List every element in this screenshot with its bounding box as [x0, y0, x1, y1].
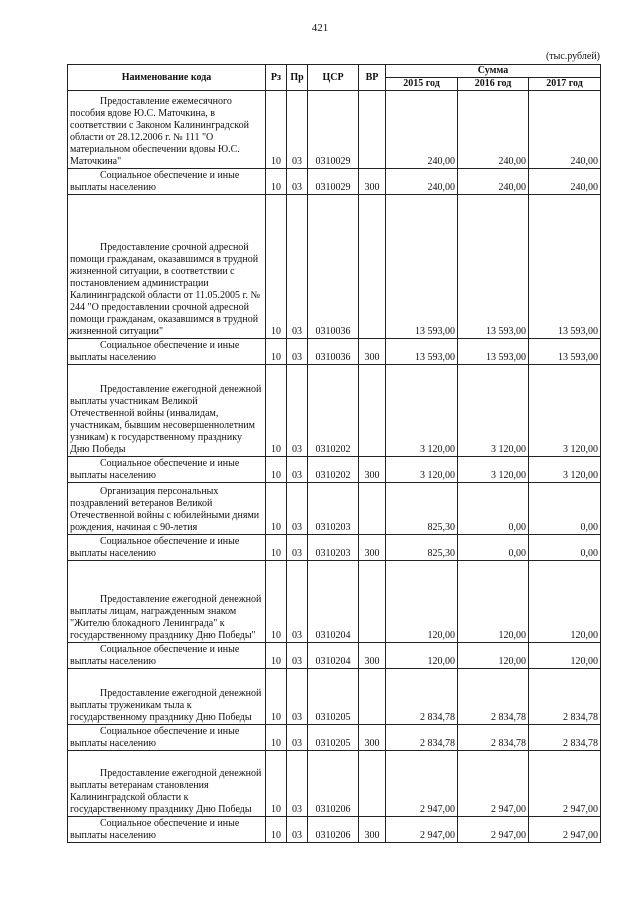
- cell-csr: 0310036: [308, 339, 359, 365]
- table-row: [68, 365, 601, 457]
- cell-pr: 03: [287, 457, 308, 483]
- cell-pr: 03: [287, 339, 308, 365]
- cell-csr: 0310205: [308, 725, 359, 751]
- cell-y2015: 13 593,00: [386, 339, 458, 365]
- cell-pr: 03: [287, 669, 308, 725]
- cell-y2016: 120,00: [458, 561, 529, 643]
- cell-csr: 0310205: [308, 669, 359, 725]
- cell-y2016: 0,00: [458, 535, 529, 561]
- cell-pr: 03: [287, 91, 308, 169]
- cell-y2015: 2 947,00: [386, 751, 458, 817]
- cell-csr: 0310204: [308, 643, 359, 669]
- cell-y2015: 3 120,00: [386, 365, 458, 457]
- row-name: Социальное обеспечение и иные выплаты населению: [70, 458, 240, 481]
- cell-y2016: 240,00: [458, 169, 529, 195]
- table-row: [68, 457, 601, 483]
- cell-y2017: 0,00: [529, 535, 601, 561]
- cell-vr: 300: [359, 169, 386, 195]
- cell-y2015: 120,00: [386, 561, 458, 643]
- cell-y2015: 825,30: [386, 535, 458, 561]
- cell-rz: 10: [266, 169, 287, 195]
- row-name-cell: [68, 169, 266, 195]
- cell-pr: 03: [287, 483, 308, 535]
- page-number: 421: [311, 22, 329, 34]
- cell-vr: [359, 483, 386, 535]
- row-name-cell: [68, 561, 266, 643]
- cell-y2016: 240,00: [458, 91, 529, 169]
- cell-y2017: 2 947,00: [529, 751, 601, 817]
- row-name-cell: [68, 725, 266, 751]
- units-label: (тыс.рублей): [545, 51, 600, 62]
- cell-y2016: 13 593,00: [458, 339, 529, 365]
- header-name: Наименование кода: [68, 65, 266, 91]
- table-row: [68, 535, 601, 561]
- cell-y2017: 120,00: [529, 561, 601, 643]
- row-name: Предоставление ежегодной денежной выплаты труженикам тыла к государственному празднику Дню Победы: [70, 688, 262, 723]
- cell-csr: 0310036: [308, 195, 359, 339]
- cell-y2017: 3 120,00: [529, 365, 601, 457]
- row-name: Социальное обеспечение и иные выплаты населению: [70, 818, 240, 841]
- table-row: [68, 339, 601, 365]
- cell-pr: 03: [287, 817, 308, 843]
- row-name: Предоставление ежемесячного пособия вдове Ю.С. Маточкина, в соответствии с Законом Калининградской области от 28.12.2006 г. № 111 "О материальном обеспечении вдовы Ю.С. Маточкина": [70, 96, 249, 167]
- table-row: [68, 817, 601, 843]
- row-name-cell: [68, 643, 266, 669]
- table-row: [68, 751, 601, 817]
- cell-pr: 03: [287, 535, 308, 561]
- cell-y2016: 2 947,00: [458, 751, 529, 817]
- cell-rz: 10: [266, 457, 287, 483]
- cell-vr: [359, 561, 386, 643]
- row-name-cell: [68, 91, 266, 169]
- budget-table: [67, 64, 601, 843]
- cell-y2017: 2 834,78: [529, 669, 601, 725]
- cell-vr: 300: [359, 643, 386, 669]
- row-name-cell: [68, 751, 266, 817]
- cell-y2015: 2 834,78: [386, 725, 458, 751]
- header-2016: 2016 год: [458, 78, 529, 91]
- header-rz: Рз: [266, 65, 287, 91]
- cell-csr: 0310206: [308, 751, 359, 817]
- row-name-cell: [68, 339, 266, 365]
- cell-rz: 10: [266, 535, 287, 561]
- row-name-cell: [68, 817, 266, 843]
- cell-csr: 0310029: [308, 169, 359, 195]
- cell-y2015: 825,30: [386, 483, 458, 535]
- cell-pr: 03: [287, 725, 308, 751]
- cell-rz: 10: [266, 339, 287, 365]
- cell-y2016: 2 947,00: [458, 817, 529, 843]
- cell-csr: 0310204: [308, 561, 359, 643]
- row-name: Организация персональных поздравлений ветеранов Великой Отечественной войны с юбилейными днями рождения, начиная с 90-летия: [70, 486, 260, 533]
- cell-rz: 10: [266, 483, 287, 535]
- header-vr: ВР: [359, 65, 386, 91]
- cell-rz: 10: [266, 751, 287, 817]
- table-row: [68, 91, 601, 169]
- cell-csr: 0310203: [308, 535, 359, 561]
- cell-vr: [359, 751, 386, 817]
- row-name-cell: [68, 483, 266, 535]
- cell-csr: 0310202: [308, 365, 359, 457]
- cell-rz: 10: [266, 725, 287, 751]
- cell-pr: 03: [287, 751, 308, 817]
- cell-rz: 10: [266, 817, 287, 843]
- cell-y2016: 120,00: [458, 643, 529, 669]
- cell-y2016: 13 593,00: [458, 195, 529, 339]
- cell-vr: 300: [359, 725, 386, 751]
- cell-y2016: 2 834,78: [458, 725, 529, 751]
- cell-y2017: 240,00: [529, 91, 601, 169]
- cell-y2016: 3 120,00: [458, 457, 529, 483]
- row-name: Предоставление ежегодной денежной выплаты ветеранам становления Калининградской области к государственному празднику Дню Победы: [70, 768, 262, 815]
- cell-y2015: 240,00: [386, 169, 458, 195]
- table-row: [68, 725, 601, 751]
- cell-y2017: 13 593,00: [529, 195, 601, 339]
- cell-vr: 300: [359, 817, 386, 843]
- table-row: [68, 483, 601, 535]
- header-pr: Пр: [287, 65, 308, 91]
- row-name: Социальное обеспечение и иные выплаты населению: [70, 170, 240, 193]
- cell-y2015: 120,00: [386, 643, 458, 669]
- cell-y2017: 120,00: [529, 643, 601, 669]
- cell-vr: [359, 365, 386, 457]
- row-name-cell: [68, 365, 266, 457]
- cell-y2016: 0,00: [458, 483, 529, 535]
- cell-y2017: 2 834,78: [529, 725, 601, 751]
- cell-y2015: 13 593,00: [386, 195, 458, 339]
- cell-y2017: 3 120,00: [529, 457, 601, 483]
- cell-y2017: 13 593,00: [529, 339, 601, 365]
- row-name: Предоставление срочной адресной помощи гражданам, оказавшимся в трудной жизненной ситуации, в соответствии с постановлением администрации Калининградской области от 11.05.2005 г. № 244 "О предоставлении срочной адресной помощи гражданам, оказавшимся в трудной жизненной ситуации": [70, 242, 261, 337]
- row-name-cell: [68, 457, 266, 483]
- header-2017: 2017 год: [529, 78, 601, 91]
- cell-y2015: 240,00: [386, 91, 458, 169]
- cell-pr: 03: [287, 195, 308, 339]
- row-name: Предоставление ежегодной денежной выплаты лицам, награжденным знаком "Жителю блокадного Ленинграда" к государственному празднику Дню Победы": [70, 594, 262, 641]
- cell-pr: 03: [287, 365, 308, 457]
- row-name: Социальное обеспечение и иные выплаты населению: [70, 644, 240, 667]
- cell-rz: 10: [266, 91, 287, 169]
- cell-pr: 03: [287, 643, 308, 669]
- cell-rz: 10: [266, 561, 287, 643]
- table-row: [68, 169, 601, 195]
- cell-csr: 0310203: [308, 483, 359, 535]
- row-name: Социальное обеспечение и иные выплаты населению: [70, 726, 240, 749]
- header-csr: ЦСР: [308, 65, 359, 91]
- cell-csr: 0310029: [308, 91, 359, 169]
- cell-y2015: 3 120,00: [386, 457, 458, 483]
- cell-pr: 03: [287, 561, 308, 643]
- cell-csr: 0310206: [308, 817, 359, 843]
- header-sum: Сумма: [386, 65, 601, 78]
- table-row: [68, 561, 601, 643]
- cell-pr: 03: [287, 169, 308, 195]
- table-body: [68, 91, 601, 843]
- cell-vr: 300: [359, 535, 386, 561]
- row-name: Предоставление ежегодной денежной выплаты участникам Великой Отечественной войны (инвалидам, участникам, бывшим несовершеннолетним узникам) к государственному празднику Дню Победы: [70, 384, 262, 455]
- cell-y2017: 2 947,00: [529, 817, 601, 843]
- cell-rz: 10: [266, 195, 287, 339]
- cell-y2016: 3 120,00: [458, 365, 529, 457]
- row-name-cell: [68, 195, 266, 339]
- cell-vr: 300: [359, 457, 386, 483]
- row-name: Социальное обеспечение и иные выплаты населению: [70, 536, 240, 559]
- cell-y2015: 2 834,78: [386, 669, 458, 725]
- row-name: Социальное обеспечение и иные выплаты населению: [70, 340, 240, 363]
- cell-y2017: 0,00: [529, 483, 601, 535]
- cell-vr: 300: [359, 339, 386, 365]
- cell-csr: 0310202: [308, 457, 359, 483]
- cell-y2017: 240,00: [529, 169, 601, 195]
- table-row: [68, 195, 601, 339]
- cell-vr: [359, 91, 386, 169]
- cell-y2015: 2 947,00: [386, 817, 458, 843]
- row-name-cell: [68, 669, 266, 725]
- cell-vr: [359, 195, 386, 339]
- cell-y2016: 2 834,78: [458, 669, 529, 725]
- row-name-cell: [68, 535, 266, 561]
- table-row: [68, 669, 601, 725]
- cell-rz: 10: [266, 643, 287, 669]
- cell-vr: [359, 669, 386, 725]
- cell-rz: 10: [266, 669, 287, 725]
- header-2015: 2015 год: [386, 78, 458, 91]
- table-row: [68, 643, 601, 669]
- cell-rz: 10: [266, 365, 287, 457]
